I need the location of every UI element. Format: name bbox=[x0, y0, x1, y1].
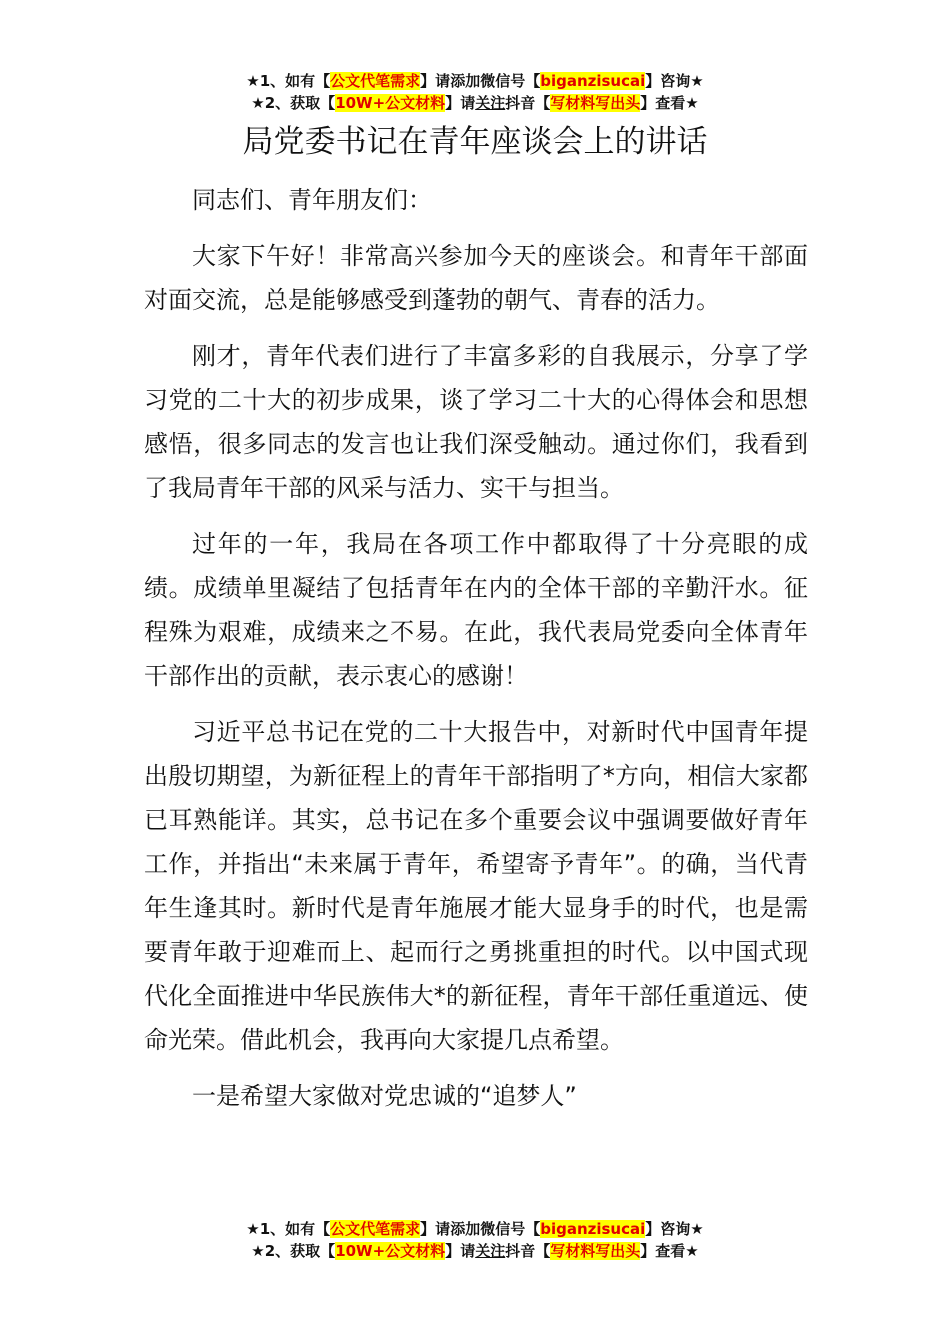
banner-highlight: 写材料写出头 bbox=[550, 94, 641, 112]
paragraph: 习近平总书记在党的二十大报告中，对新时代中国青年提出殷切期望，为新征程上的青年干部指明了*方向，相信大家都已耳熟能详。其实，总书记在多个重要会议中强调要做好青年工作，并指出“未来属于青年，希望寄予青年”。的确，当代青年生逢其时。新时代是青年施展才能大显身手的时代，也是需要青年敢于迎难而上、起而行之勇挑重担的时代。以中国式现代化全面推进中华民族伟大*的新征程，青年干部任重道远、使命光荣。借此机会，我再向大家提几点希望。 bbox=[144, 718, 808, 1054]
paragraph: 刚才，青年代表们进行了丰富多彩的自我展示，分享了学习党的二十大的初步成果，谈了学习二十大的心得体会和思想感悟，很多同志的发言也让我们深受触动。通过你们，我看到了我局青年干部的风采与活力、实干与担当。 bbox=[144, 342, 808, 502]
banner-emphasis: 关注 bbox=[475, 1242, 506, 1260]
banner-text: ★2、获取【 bbox=[251, 1242, 336, 1260]
banner-text: 】请 bbox=[445, 1242, 476, 1260]
banner-emphasis: 关注 bbox=[475, 94, 506, 112]
footer-banner bbox=[0, 1218, 950, 1262]
salutation: 同志们、青年朋友们： bbox=[192, 186, 432, 214]
banner-text: 】请 bbox=[445, 94, 476, 112]
banner-text: 抖音【 bbox=[505, 1242, 551, 1260]
paragraph: 大家下午好！非常高兴参加今天的座谈会。和青年干部面对面交流，总是能够感受到蓬勃的朝气、青春的活力。 bbox=[144, 242, 808, 314]
banner-text: 微信号【 bbox=[480, 72, 541, 90]
banner-text: 】请 bbox=[420, 72, 451, 90]
document-title: 局党委书记在青年座谈会上的讲话 bbox=[242, 124, 708, 160]
banner-highlight: biganzisucai bbox=[540, 1220, 646, 1238]
banner-line-2 bbox=[0, 1240, 950, 1262]
banner-highlight: 公文代笔需求 bbox=[330, 72, 421, 90]
banner-text: 】查看★ bbox=[640, 1242, 699, 1260]
banner-emphasis: 添加 bbox=[450, 1220, 481, 1238]
banner-text: 微信号【 bbox=[480, 1220, 541, 1238]
banner-text: ★1、如有【 bbox=[246, 72, 331, 90]
banner-text: ★1、如有【 bbox=[246, 1220, 331, 1238]
section-heading: 一是希望大家做对党忠诚的“追梦人” bbox=[192, 1082, 577, 1110]
banner-highlight: 10W+公文材料 bbox=[335, 94, 446, 112]
banner-line-1 bbox=[0, 1218, 950, 1240]
banner-highlight: 写材料写出头 bbox=[550, 1242, 641, 1260]
banner-line-1 bbox=[0, 70, 950, 92]
banner-highlight: 10W+公文材料 bbox=[335, 1242, 446, 1260]
banner-text: 】请 bbox=[420, 1220, 451, 1238]
banner-line-2 bbox=[0, 92, 950, 114]
document-body bbox=[144, 178, 808, 1130]
banner-text: ★2、获取【 bbox=[251, 94, 336, 112]
banner-emphasis: 添加 bbox=[450, 72, 481, 90]
banner-text: 抖音【 bbox=[505, 94, 551, 112]
banner-text: 】查看★ bbox=[640, 94, 699, 112]
header-banner bbox=[0, 70, 950, 114]
banner-highlight: 公文代笔需求 bbox=[330, 1220, 421, 1238]
banner-text: 】咨询★ bbox=[645, 1220, 704, 1238]
banner-highlight: biganzisucai bbox=[540, 72, 646, 90]
paragraph: 过年的一年，我局在各项工作中都取得了十分亮眼的成绩。成绩单里凝结了包括青年在内的全体干部的辛勤汗水。征程殊为艰难，成绩来之不易。在此，我代表局党委向全体青年干部作出的贡献，表示衷心的感谢！ bbox=[144, 530, 808, 690]
banner-text: 】咨询★ bbox=[645, 72, 704, 90]
